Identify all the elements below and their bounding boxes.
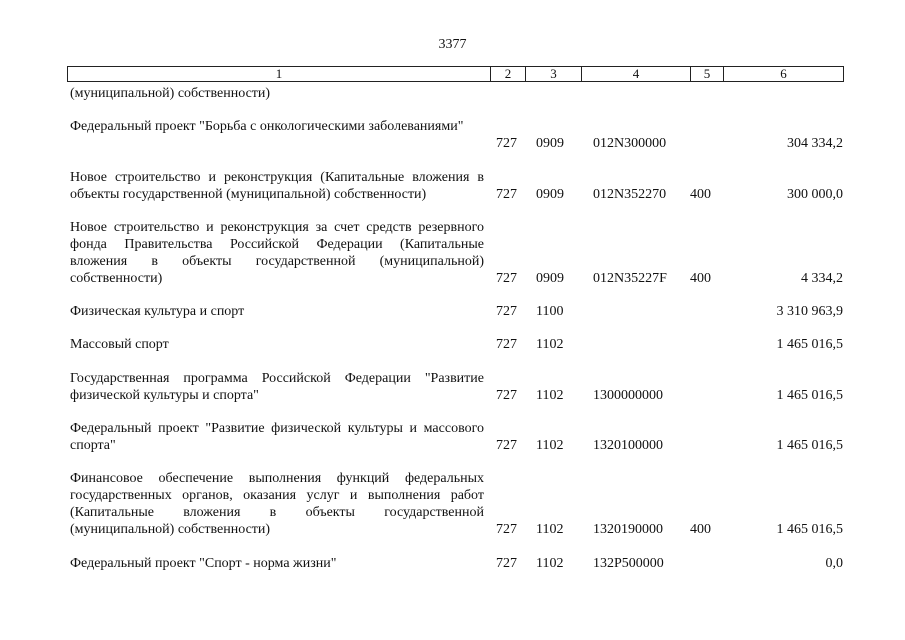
row-target-code: 1300000000 (593, 388, 663, 403)
row-name: Новое строительство и реконструкция (Капитальные вложения в объекты государственной (муниципальной) собственности) (70, 170, 484, 202)
row-section-code: 1102 (536, 337, 564, 352)
row-admin-code: 727 (496, 304, 517, 319)
row-amount: 304 334,2 (787, 136, 843, 151)
row-target-code: 1320100000 (593, 438, 663, 453)
row-amount: 1 465 016,5 (776, 438, 843, 453)
row-section-code: 0909 (536, 187, 564, 202)
row-admin-code: 727 (496, 136, 517, 151)
row-section-code: 1102 (536, 522, 564, 537)
row-admin-code: 727 (496, 187, 517, 202)
page-number: 3377 (438, 37, 467, 52)
header-col-6: 6 (780, 66, 787, 81)
row-amount: 3 310 963,9 (776, 304, 843, 319)
row-amount: 4 334,2 (801, 271, 843, 286)
row-section-code: 0909 (536, 136, 564, 151)
row-expense-code: 400 (690, 522, 711, 537)
row-name: Новое строительство и реконструкция за счет средств резервного фонда Правительства Российской Федерации (Капитальные вложения в объекты государственной (муниципальной) собственности) (70, 220, 484, 286)
row-admin-code: 727 (496, 388, 517, 403)
row-name: Массовый спорт (70, 337, 169, 352)
row-admin-code: 727 (496, 271, 517, 286)
row-admin-code: 727 (496, 522, 517, 537)
row-name: Федеральный проект "Развитие физической культуры и массового спорта" (70, 421, 484, 453)
row-target-code: 012N35227F (593, 271, 667, 286)
row-amount: 1 465 016,5 (776, 522, 843, 537)
row-admin-code: 727 (496, 337, 517, 352)
row-amount: 300 000,0 (787, 187, 843, 202)
row-section-code: 1102 (536, 388, 564, 403)
row-section-code: 1102 (536, 438, 564, 453)
row-section-code: 1100 (536, 304, 564, 319)
header-col-4: 4 (582, 67, 691, 81)
row-amount: 0,0 (825, 556, 843, 571)
row-amount: 1 465 016,5 (776, 388, 843, 403)
row-section-code: 0909 (536, 271, 564, 286)
row-amount: 1 465 016,5 (776, 337, 843, 352)
row-section-code: 1102 (536, 556, 564, 571)
row-target-code: 012N352270 (593, 187, 667, 202)
header-col-2: 2 (491, 67, 526, 81)
row-name: (муниципальной) собственности) (70, 86, 271, 101)
header-col-1: 1 (68, 67, 491, 81)
row-admin-code: 727 (496, 556, 517, 571)
row-name: Физическая культура и спорт (70, 304, 245, 319)
table-header (67, 66, 844, 82)
row-target-code: 132P500000 (593, 556, 664, 571)
row-target-code: 012N300000 (593, 136, 667, 151)
row-target-code: 1320190000 (593, 522, 663, 537)
row-name: Федеральный проект "Борьба с онкологическими заболеваниями" (70, 119, 464, 134)
row-name: Государственная программа Российской Федерации "Развитие физической культуры и спорта" (70, 371, 484, 403)
row-name: Финансовое обеспечение выполнения функций федеральных государственных органов, оказания услуг и выполнения работ (Капитальные вложения в объекты государственной (муниципальной) собственности) (70, 471, 484, 537)
row-expense-code: 400 (690, 187, 711, 202)
header-col-5: 5 (691, 67, 724, 81)
header-col-3: 3 (526, 67, 582, 81)
row-expense-code: 400 (690, 271, 711, 286)
row-admin-code: 727 (496, 438, 517, 453)
row-name: Федеральный проект "Спорт - норма жизни" (70, 556, 337, 571)
